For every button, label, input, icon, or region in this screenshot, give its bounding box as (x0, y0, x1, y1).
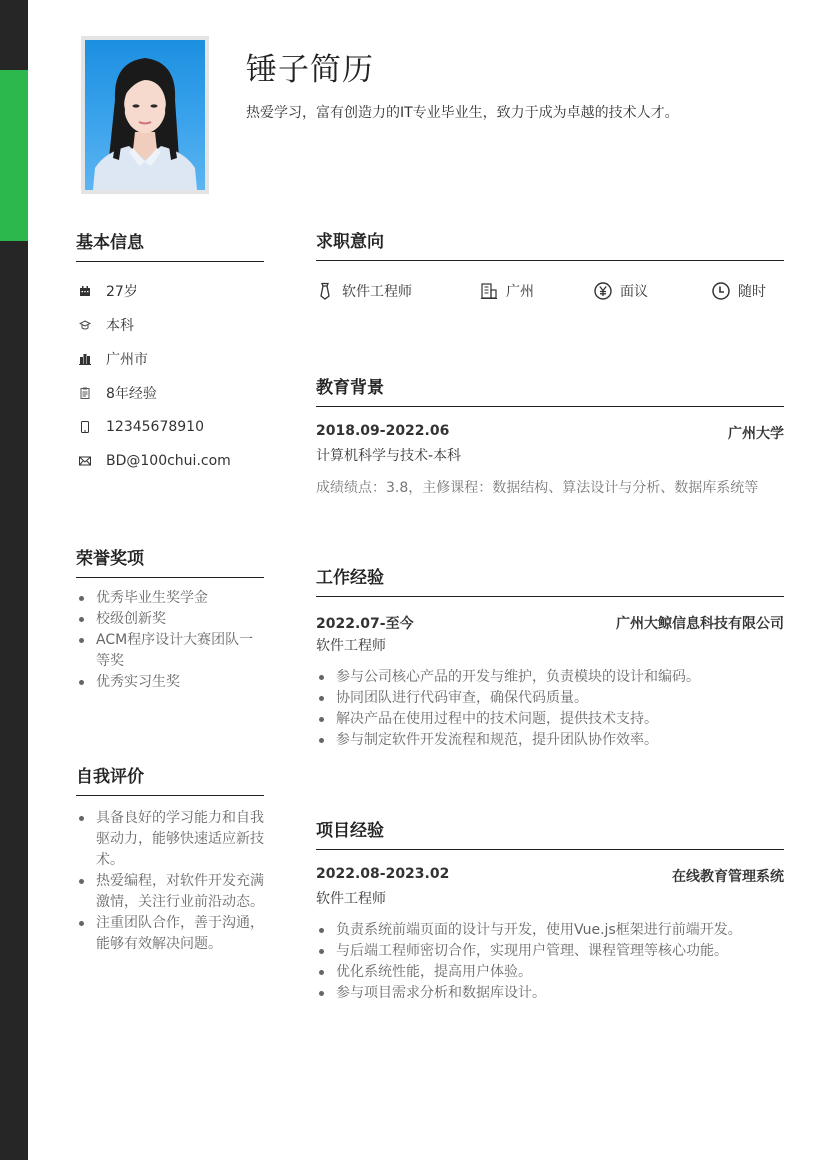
intent-city (480, 281, 594, 301)
work-company: 广州大鲸信息科技有限公司 (616, 616, 784, 632)
info-city (76, 342, 264, 376)
section-title-honors: 荣誉奖项 (76, 544, 264, 578)
education-school: 广州大学 (728, 426, 784, 442)
honor-item: 优秀实习生奖 (76, 672, 264, 693)
work-duty-item: 协同团队进行代码审查，确保代码质量。 (316, 688, 784, 709)
sidebar-accent (0, 70, 28, 241)
project-period: 2022.08-2023.02 (316, 866, 450, 882)
intent-availability (712, 281, 766, 301)
clipboard-icon (76, 387, 106, 399)
project-duty-item: 负责系统前端页面的设计与开发，使用Vue.js框架进行前端开发。 (316, 920, 784, 941)
portrait-photo (85, 40, 205, 190)
info-experience (76, 376, 264, 410)
work-period: 2022.07-至今 (316, 616, 414, 632)
honor-item: 校级创新奖 (76, 609, 264, 630)
self-evaluation-list (76, 808, 264, 955)
work-section (316, 563, 784, 751)
honors-list (76, 588, 264, 693)
section-title-education: 教育背景 (316, 373, 784, 407)
section-title-work: 工作经验 (316, 563, 784, 597)
project-duty-item: 参与项目需求分析和数据库设计。 (316, 983, 784, 1004)
self-evaluation-item: 注重团队合作，善于沟通，能够有效解决问题。 (76, 913, 264, 955)
work-role: 软件工程师 (316, 638, 386, 654)
education-header (316, 423, 784, 443)
work-header (316, 613, 784, 633)
education-section (316, 373, 784, 497)
intent-availability-value: 随时 (738, 284, 766, 300)
graduation-cap-icon (76, 319, 106, 331)
education-note: 成绩绩点：3.8，主修课程：数据结构、算法设计与分析、数据库系统等 (316, 480, 759, 496)
honor-item: ACM程序设计大赛团队一等奖 (76, 630, 264, 672)
self-evaluation-item: 热爱编程，对软件开发充满激情，关注行业前沿动态。 (76, 871, 264, 913)
calendar-icon (76, 285, 106, 297)
project-section (316, 816, 784, 1004)
self-evaluation-section (76, 762, 264, 955)
info-age (76, 274, 264, 308)
info-email-value: BD@100chui.com (106, 453, 231, 469)
education-period: 2018.09-2022.06 (316, 423, 450, 439)
education-major: 计算机科学与技术-本科 (316, 448, 462, 464)
honors-section (76, 544, 264, 693)
info-degree (76, 308, 264, 342)
intent-salary-value: 面议 (620, 284, 648, 300)
intent-position (316, 281, 480, 301)
project-duty-item: 优化系统性能，提高用户体验。 (316, 962, 784, 983)
work-duty-item: 解决产品在使用过程中的技术问题，提供技术支持。 (316, 709, 784, 730)
section-title-project: 项目经验 (316, 816, 784, 850)
info-age-value: 27岁 (106, 284, 138, 300)
info-degree-value: 本科 (106, 318, 134, 334)
self-evaluation-item: 具备良好的学习能力和自我驱动力，能够快速适应新技术。 (76, 808, 264, 871)
basic-info-list (76, 274, 264, 478)
job-intent-row (316, 281, 784, 301)
tie-icon (316, 282, 334, 300)
project-header (316, 866, 784, 886)
info-phone-value: 12345678910 (106, 419, 204, 435)
project-name: 在线教育管理系统 (672, 869, 784, 885)
project-role: 软件工程师 (316, 891, 386, 907)
project-duty-item: 与后端工程师密切合作，实现用户管理、课程管理等核心功能。 (316, 941, 784, 962)
motto-text: 热爱学习，富有创造力的IT专业毕业生，致力于成为卓越的技术人才。 (246, 105, 679, 121)
work-duties-list (316, 667, 784, 751)
info-experience-value: 8年经验 (106, 386, 157, 402)
info-phone (76, 410, 264, 444)
building-icon (76, 353, 106, 365)
section-title-basic-info: 基本信息 (76, 228, 264, 262)
yen-icon (594, 282, 612, 300)
work-duty-item: 参与制定软件开发流程和规范，提升团队协作效率。 (316, 730, 784, 751)
info-email (76, 444, 264, 478)
honor-item: 优秀毕业生奖学金 (76, 588, 264, 609)
intent-city-value: 广州 (506, 284, 534, 300)
phone-icon (76, 421, 106, 433)
job-intent-section (316, 227, 784, 301)
basic-info-section (76, 228, 264, 478)
section-title-job-intent: 求职意向 (316, 227, 784, 261)
clock-icon (712, 282, 730, 300)
project-duties-list (316, 920, 784, 1004)
photo-frame (81, 36, 209, 194)
office-building-icon (480, 282, 498, 300)
work-duty-item: 参与公司核心产品的开发与维护，负责模块的设计和编码。 (316, 667, 784, 688)
intent-salary (594, 281, 712, 301)
email-icon (76, 455, 106, 467)
resume-title: 锤子简历 (246, 52, 374, 88)
intent-position-value: 软件工程师 (342, 284, 412, 300)
info-city-value: 广州市 (106, 352, 148, 368)
section-title-self-evaluation: 自我评价 (76, 762, 264, 796)
